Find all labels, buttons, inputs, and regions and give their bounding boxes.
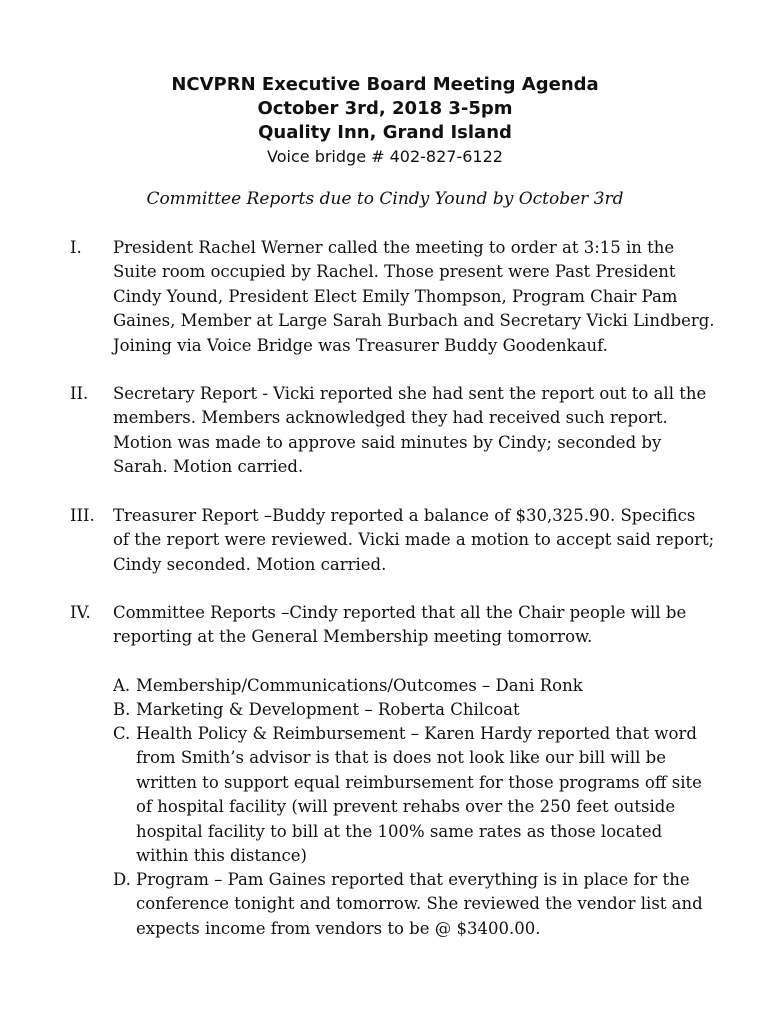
committee-letter: B. — [113, 700, 131, 719]
section-numeral: II. — [70, 384, 89, 403]
committee-line: Membership/Communications/Outcomes – Dani Ronk — [136, 676, 583, 695]
agenda-title: NCVPRN Executive Board Meeting Agenda — [171, 74, 599, 95]
section-line: Gaines, Member at Large Sarah Burbach and Secretary Vicki Lindberg. — [113, 311, 715, 331]
committee-line: of hospital facility (will prevent rehabs over the 250 feet outside — [136, 797, 676, 817]
committee-line: hospital facility to bill at the 100% same rates as those located — [136, 821, 663, 841]
section-line: Sarah. Motion carried. — [113, 457, 304, 477]
section-line: Secretary Report - Vicki reported she had sent the report out to all the — [113, 384, 707, 403]
section-line: members. Members acknowledged they had received such report. — [113, 408, 668, 428]
section-line: Treasurer Report –Buddy reported a balance of $30,325.90. Specifics — [113, 506, 696, 525]
committee-line: written to support equal reimbursement for those programs off site — [136, 772, 702, 792]
section-line: Suite room occupied by Rachel. Those present were Past President — [113, 262, 676, 282]
section-line: President Rachel Werner called the meeting to order at 3:15 in the — [113, 238, 675, 257]
committee-reports-note: Committee Reports due to Cindy Yound by October 3rd — [146, 189, 624, 209]
section-line: Cindy seconded. Motion carried. — [113, 554, 387, 574]
meeting-date: October 3rd, 2018 3-5pm — [257, 98, 513, 119]
section-numeral: I. — [70, 238, 82, 257]
section-numeral: III. — [70, 506, 95, 525]
section-line: reporting at the General Membership meeting tomorrow. — [113, 627, 593, 647]
committee-text — [136, 868, 736, 941]
committee-text — [136, 674, 736, 698]
committee-letter: C. — [113, 724, 131, 743]
section-numeral: IV. — [70, 603, 91, 622]
committee-letter: D. — [113, 870, 131, 889]
section-text — [113, 601, 733, 650]
section-text — [113, 236, 733, 358]
committee-line: expects income from vendors to be @ $3400.00. — [136, 918, 541, 938]
agenda-header — [0, 73, 770, 169]
section-line: Committee Reports –Cindy reported that all the Chair people will be — [113, 603, 687, 622]
section-line: Joining via Voice Bridge was Treasurer Buddy Goodenkauf. — [113, 335, 608, 355]
committee-line: conference tonight and tomorrow. She reviewed the vendor list and — [136, 894, 703, 914]
committee-line: Program – Pam Gaines reported that everything is in place for the — [136, 870, 690, 889]
committee-letter: A. — [113, 676, 131, 695]
committee-line: within this distance) — [136, 846, 307, 866]
committee-line: Marketing & Development – Roberta Chilcoat — [136, 700, 520, 719]
section-line: Motion was made to approve said minutes by Cindy; seconded by — [113, 432, 662, 452]
committee-text — [136, 698, 736, 722]
committee-text — [136, 722, 736, 868]
meeting-location: Quality Inn, Grand Island — [258, 122, 512, 143]
section-text — [113, 382, 733, 480]
voice-bridge: Voice bridge # 402-827-6122 — [267, 147, 503, 166]
section-line: of the report were reviewed. Vicki made a motion to accept said report; — [113, 530, 715, 550]
committee-line: from Smith’s advisor is that is does not look like our bill will be — [136, 748, 666, 768]
section-text — [113, 504, 733, 577]
committee-line: Health Policy & Reimbursement – Karen Hardy reported that word — [136, 724, 697, 743]
section-line: Cindy Yound, President Elect Emily Thompson, Program Chair Pam — [113, 286, 678, 306]
